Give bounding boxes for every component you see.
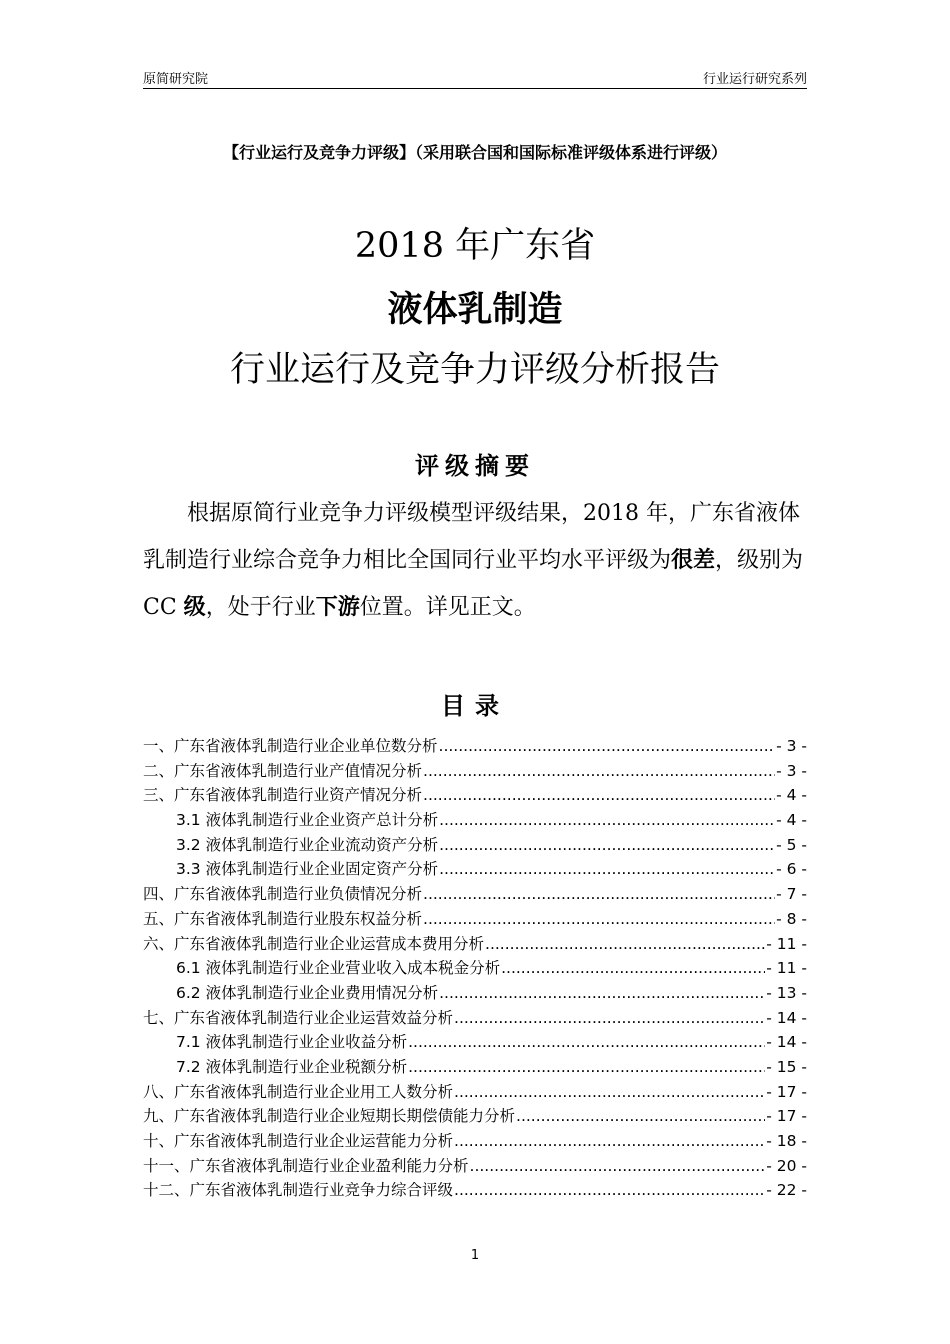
toc-entry-label: 3.3 液体乳制造行业企业固定资产分析: [176, 860, 439, 879]
toc-entry-label: 7.2 液体乳制造行业企业税额分析: [176, 1057, 408, 1076]
toc-entry[interactable]: [143, 783, 807, 808]
toc-entry-page: - 4 -: [776, 786, 807, 805]
toc-entry-label: 四、广东省液体乳制造行业负债情况分析: [143, 885, 423, 904]
toc-leader: [516, 1107, 765, 1125]
toc-entry-page: - 17 -: [766, 1082, 807, 1101]
toc-leader: [439, 860, 775, 878]
toc-entry-page: - 8 -: [776, 909, 807, 928]
summary-rating-word: 很差: [671, 547, 716, 573]
header-divider: [143, 88, 807, 89]
toc-entry-page: - 3 -: [776, 737, 807, 755]
toc-entry-label: 十、广东省液体乳制造行业企业运营能力分析: [143, 1132, 454, 1150]
toc-entry-page: - 7 -: [776, 885, 807, 904]
toc-leader: [423, 910, 775, 928]
toc-entry[interactable]: [143, 759, 807, 784]
toc-entry[interactable]: [143, 882, 807, 907]
summary-grade-word: 级: [183, 594, 206, 620]
toc-entry-label: 3.1 液体乳制造行业企业资产总计分析: [176, 811, 439, 830]
toc-subentry[interactable]: [143, 981, 807, 1006]
toc-entry-label: 五、广东省液体乳制造行业股东权益分析: [143, 909, 423, 928]
toc-entry-page: - 4 -: [776, 811, 807, 830]
toc-entry-page: - 14 -: [766, 1008, 807, 1027]
toc-leader: [439, 811, 775, 829]
toc-entry-label: 十二、广东省液体乳制造行业竞争力综合评级: [143, 1181, 454, 1200]
toc-entry-page: - 11 -: [766, 959, 807, 978]
toc-entry-label: 6.2 液体乳制造行业企业费用情况分析: [176, 983, 439, 1002]
summary-text-2: ，级别为 CC: [143, 548, 804, 620]
summary-paragraph: [143, 490, 807, 631]
toc-entry-label: 二、广东省液体乳制造行业产值情况分析: [143, 761, 423, 780]
toc-leader: [423, 762, 775, 780]
page-number: 1: [470, 1248, 480, 1263]
toc-entry-label: 九、广东省液体乳制造行业企业短期长期偿债能力分析: [143, 1107, 516, 1126]
toc-subentry[interactable]: [143, 1030, 807, 1055]
toc-entry-page: - 14 -: [766, 1033, 807, 1052]
toc-entry-label: 一、广东省液体乳制造行业企业单位数分析: [143, 737, 438, 755]
toc-leader: [439, 737, 776, 755]
toc-entry-page: - 22 -: [766, 1181, 807, 1200]
toc-entry-page: - 3 -: [776, 761, 807, 780]
toc-entry[interactable]: [143, 1154, 807, 1179]
toc-entry-label: 3.2 液体乳制造行业企业流动资产分析: [176, 835, 439, 854]
toc-entry-label: 六、广东省液体乳制造行业企业运营成本费用分析: [143, 934, 485, 953]
summary-text-3: ，处于行业: [205, 595, 316, 620]
toc-leader: [501, 959, 765, 977]
toc-entry[interactable]: [143, 932, 807, 957]
toc-subentry[interactable]: [143, 857, 807, 882]
toc-entry[interactable]: [143, 734, 807, 759]
toc-entry-page: - 5 -: [776, 835, 807, 854]
toc-leader: [470, 1157, 766, 1175]
title-line-year-region: 2018 年广东省: [354, 226, 596, 266]
toc-leader: [408, 1058, 765, 1076]
toc-subentry[interactable]: [143, 1055, 807, 1080]
toc-leader: [454, 1181, 765, 1199]
summary-text-1: 根据原简行业竞争力评级模型评级结果，2018 年，广东省液体乳制造行业综合竞争力相比全国同行业平均水平评级为: [143, 501, 800, 573]
table-of-contents: [143, 734, 807, 1203]
toc-entry-page: - 17 -: [766, 1107, 807, 1126]
toc-entry[interactable]: [143, 907, 807, 932]
toc-entry[interactable]: [143, 1006, 807, 1031]
toc-heading: 目录: [441, 692, 509, 720]
toc-entry-page: - 15 -: [766, 1057, 807, 1076]
toc-leader: [439, 836, 775, 854]
report-banner: 【行业运行及竞争力评级】（采用联合国和国际标准评级体系进行评级）: [222, 143, 727, 162]
toc-entry-page: - 11 -: [766, 934, 807, 953]
toc-entry[interactable]: [143, 1129, 807, 1154]
toc-entry-page: - 13 -: [766, 983, 807, 1002]
toc-entry-label: 八、广东省液体乳制造行业企业用工人数分析: [143, 1082, 454, 1101]
toc-entry[interactable]: [143, 1104, 807, 1129]
toc-subentry[interactable]: [143, 808, 807, 833]
toc-entry-label: 十一、广东省液体乳制造行业企业盈利能力分析: [143, 1156, 469, 1175]
summary-text-4: 位置。详见正文。: [359, 595, 536, 620]
toc-leader: [454, 1132, 765, 1150]
summary-position-word: 下游: [315, 594, 360, 620]
toc-entry-label: 三、广东省液体乳制造行业资产情况分析: [143, 786, 423, 805]
toc-leader: [423, 786, 775, 804]
toc-leader: [454, 1009, 765, 1027]
toc-entry-label: 7.1 液体乳制造行业企业收益分析: [176, 1033, 408, 1052]
title-line-report-name: 行业运行及竞争力评级分析报告: [229, 350, 720, 390]
header-org-name: 原简研究院: [143, 72, 209, 87]
toc-leader: [423, 885, 775, 903]
toc-entry-label: 6.1 液体乳制造行业企业营业收入成本税金分析: [176, 959, 501, 978]
toc-leader: [454, 1083, 765, 1101]
toc-entry-label: 七、广东省液体乳制造行业企业运营效益分析: [143, 1008, 454, 1027]
toc-subentry[interactable]: [143, 956, 807, 981]
toc-entry[interactable]: [143, 1080, 807, 1105]
toc-entry-page: - 20 -: [766, 1156, 807, 1175]
summary-heading: 评级摘要: [415, 452, 535, 480]
toc-leader: [439, 984, 765, 1002]
toc-entry-page: - 18 -: [766, 1132, 807, 1150]
title-line-industry: 液体乳制造: [387, 289, 563, 330]
toc-leader: [408, 1033, 765, 1051]
toc-leader: [485, 935, 765, 953]
header-series-name: 行业运行研究系列: [702, 72, 807, 87]
toc-entry[interactable]: [143, 1178, 807, 1203]
toc-entry-page: - 6 -: [776, 860, 807, 879]
toc-subentry[interactable]: [143, 833, 807, 858]
